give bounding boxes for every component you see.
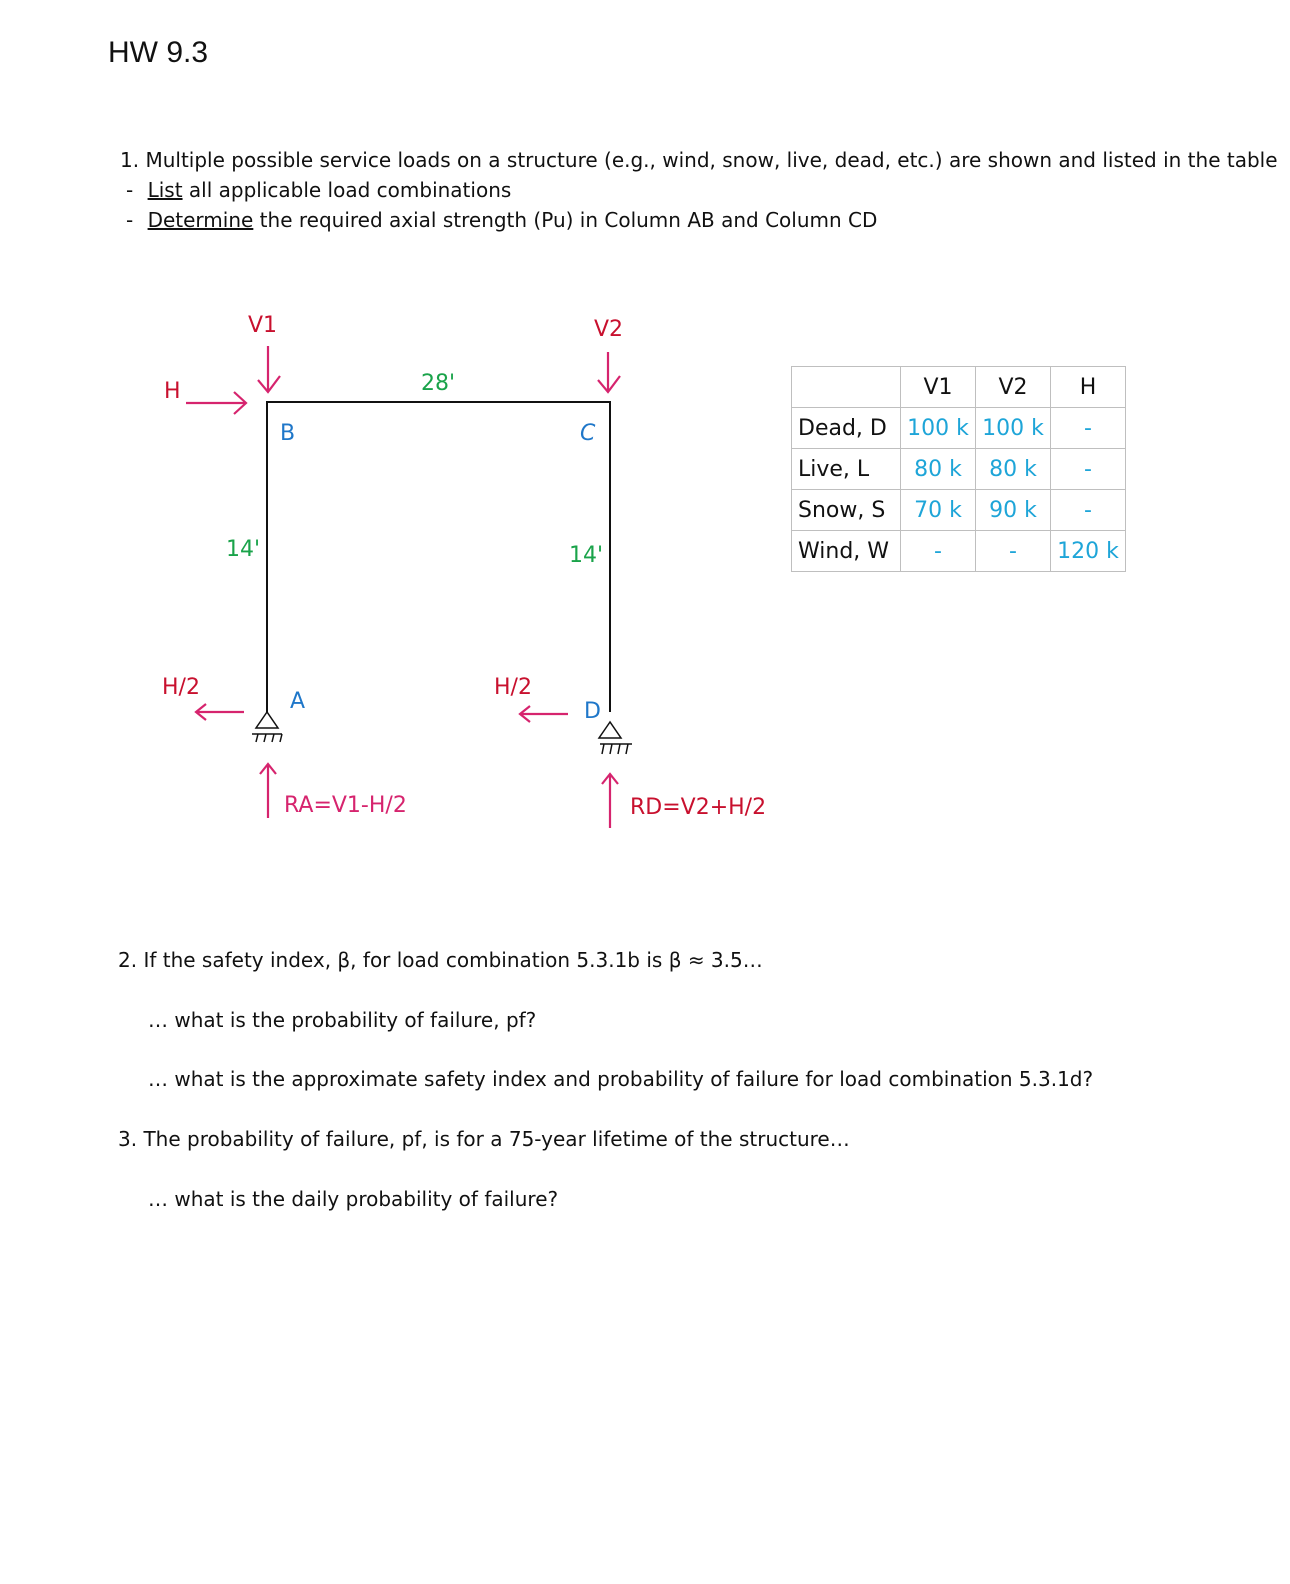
problem-3-text: The probability of failure, pf, is for a 75-year lifetime of the structure… bbox=[143, 1127, 850, 1151]
table-row bbox=[792, 449, 1126, 490]
problem-3 bbox=[118, 1124, 850, 1154]
row-label: Dead, D bbox=[792, 408, 901, 449]
loads-table bbox=[791, 366, 1126, 572]
bullet-keyword: List bbox=[147, 178, 183, 202]
problem-3-number: 3. bbox=[118, 1127, 138, 1151]
problem-2 bbox=[118, 945, 763, 975]
h-half-left-arrow bbox=[196, 704, 244, 720]
bullet-dash: - bbox=[126, 178, 134, 202]
cell-v2: 90 k bbox=[976, 490, 1051, 531]
v1-arrow bbox=[258, 346, 280, 392]
bullet-text: all applicable load combinations bbox=[182, 178, 512, 202]
table-row bbox=[792, 490, 1126, 531]
v2-arrow bbox=[598, 352, 620, 392]
problem-2-number: 2. bbox=[118, 948, 138, 972]
h-label: H bbox=[164, 379, 181, 404]
h-arrow bbox=[186, 392, 246, 414]
ra-label: RA=V1-H/2 bbox=[284, 793, 407, 818]
table-row bbox=[792, 531, 1126, 572]
cell-v1: 80 k bbox=[901, 449, 976, 490]
node-a-label: A bbox=[290, 689, 306, 714]
row-label: Wind, W bbox=[792, 531, 901, 572]
v1-label: V1 bbox=[248, 313, 278, 338]
right-height-dimension: 14' bbox=[569, 543, 604, 568]
cell-v2: - bbox=[976, 531, 1051, 572]
frame-diagram bbox=[0, 0, 800, 860]
problem-1-text: Multiple possible service loads on a structure (e.g., wind, snow, live, dead, etc.) are shown and listed in the table bbox=[145, 148, 1278, 172]
problem-1-number: 1. bbox=[120, 148, 140, 172]
cell-h: - bbox=[1051, 490, 1126, 531]
support-a-pin bbox=[252, 712, 282, 742]
h-half-right-label: H/2 bbox=[494, 675, 532, 700]
support-d-pin bbox=[599, 722, 632, 754]
problem-2-sub-1: … what is the probability of failure, pf? bbox=[148, 1008, 537, 1032]
cell-v2: 100 k bbox=[976, 408, 1051, 449]
span-dimension: 28' bbox=[421, 371, 456, 396]
node-b-label: B bbox=[280, 421, 296, 446]
cell-v1: 70 k bbox=[901, 490, 976, 531]
cell-h: - bbox=[1051, 408, 1126, 449]
h-half-left-label: H/2 bbox=[162, 675, 200, 700]
h-half-right-arrow bbox=[520, 706, 568, 722]
cell-h: 120 k bbox=[1051, 531, 1126, 572]
problem-2-text: If the safety index, β, for load combination 5.3.1b is β ≈ 3.5… bbox=[143, 948, 763, 972]
frame-members bbox=[267, 402, 610, 712]
bullet-keyword: Determine bbox=[147, 208, 254, 232]
table-header-h: H bbox=[1051, 367, 1126, 408]
problem-2-sub-2: … what is the approximate safety index and probability of failure for load combination 5.3.1d? bbox=[148, 1067, 1094, 1091]
row-label: Snow, S bbox=[792, 490, 901, 531]
cell-v1: 100 k bbox=[901, 408, 976, 449]
problem-3-sub-1: … what is the daily probability of failure? bbox=[148, 1187, 559, 1211]
bullet-dash: - bbox=[126, 208, 134, 232]
cell-v2: 80 k bbox=[976, 449, 1051, 490]
bullet-text: the required axial strength (Pu) in Column AB and Column CD bbox=[253, 208, 878, 232]
rd-label: RD=V2+H/2 bbox=[630, 795, 767, 820]
table-row bbox=[792, 408, 1126, 449]
node-d-label: D bbox=[584, 699, 601, 724]
table-header-v2: V2 bbox=[976, 367, 1051, 408]
left-height-dimension: 14' bbox=[226, 537, 261, 562]
rd-arrow bbox=[602, 774, 618, 828]
cell-v1: - bbox=[901, 531, 976, 572]
page-title: HW 9.3 bbox=[108, 36, 209, 69]
row-label: Live, L bbox=[792, 449, 901, 490]
v2-label: V2 bbox=[594, 317, 624, 342]
table-header-v1: V1 bbox=[901, 367, 976, 408]
table-header-blank bbox=[792, 367, 901, 408]
ra-arrow bbox=[260, 764, 276, 818]
node-c-label: C bbox=[580, 421, 596, 446]
cell-h: - bbox=[1051, 449, 1126, 490]
table-header-row bbox=[792, 367, 1126, 408]
